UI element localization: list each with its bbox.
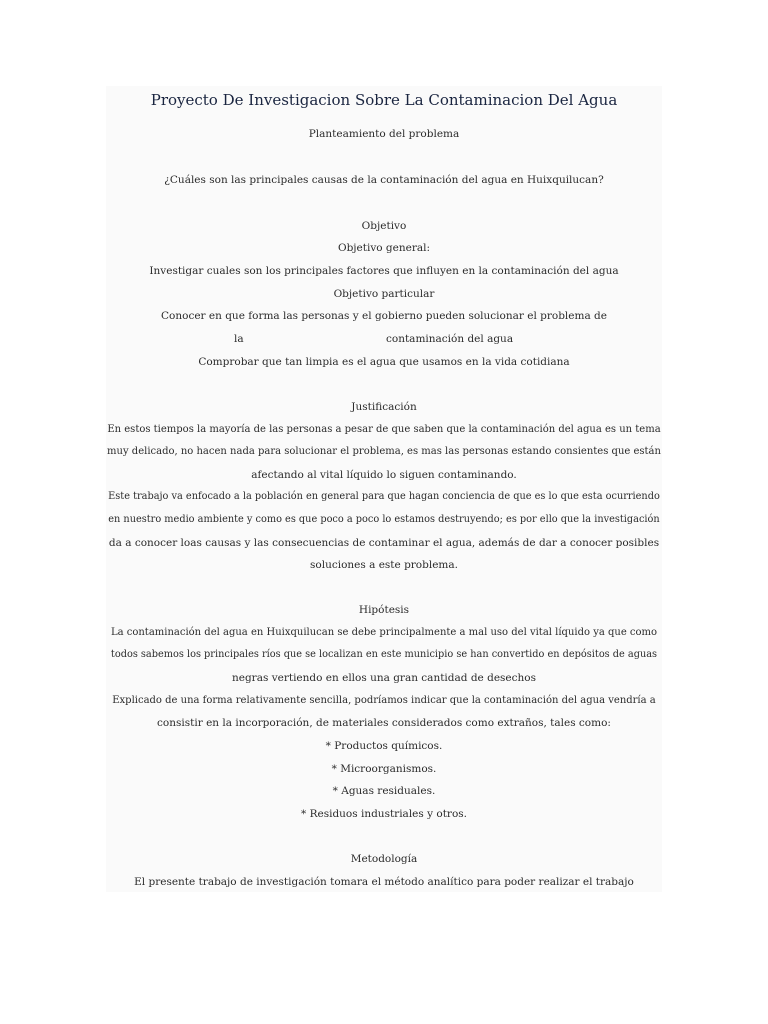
hipotesis-heading: Hipótesis [358,604,410,616]
metodologia-line-1: El presente trabajo de investigación tomara el método analítico para poder realizar el trabajo [134,876,634,888]
justificacion-line-5: en nuestro medio ambiente y como es que poco a poco lo estamos destruyendo; es por ello que la investigación [108,514,660,525]
hipotesis-line-2: todos sabemos los principales ríos que se localizan en este municipio se han convertido en depósitos de aguas [110,649,658,660]
hipotesis-line-5: consistir en la incorporación, de materiales considerados como extraños, tales como: [157,717,611,729]
justificacion-line-3: afectando al vital líquido lo siguen contaminando. [251,469,517,481]
document-title: Proyecto De Investigacion Sobre La Contaminacion Del Agua [150,91,618,109]
justificacion-line-2: muy delicado, no hacen nada para solucionar el problema, es mas las personas estando consientes que están [107,446,661,457]
metodologia-heading: Metodología [350,853,418,865]
planteamiento-heading: Planteamiento del problema [308,128,460,140]
hipotesis-line-4: Explicado de una forma relativamente sencilla, podríamos indicar que la contaminación del agua vendría a [112,695,656,706]
justificacion-line-4: Este trabajo va enfocado a la población en general para que hagan conciencia de que es lo que esta ocurriendo [108,491,660,502]
objetivo-general-text: Investigar cuales son los principales factores que influyen en la contaminación del agua [149,265,619,277]
list-item: * Microorganismos. [331,763,437,775]
text-fragment-contaminacion: contaminación del agua [386,333,514,345]
justificacion-heading: Justificación [351,401,417,413]
objetivo-heading: Objetivo [361,220,407,232]
hipotesis-line-1: La contaminación del agua en Huixquilucan se debe principalmente a mal uso del vital líquido ya que como [110,627,658,638]
objetivo-particular-text: Conocer en que forma las personas y el gobierno pueden solucionar el problema de [161,310,607,322]
list-item: * Productos químicos. [325,740,443,752]
objetivo-particular-text-2: Comprobar que tan limpia es el agua que usamos en la vida cotidiana [198,356,570,368]
list-item: * Aguas residuales. [332,785,436,797]
justificacion-line-1: En estos tiempos la mayoría de las personas a pesar de que saben que la contaminación del agua es un tema [107,424,661,435]
text-fragment-la: la [234,333,244,345]
research-question: ¿Cuáles son las principales causas de la contaminación del agua en Huixquilucan? [164,174,604,186]
justificacion-line-7: soluciones a este problema. [310,559,458,571]
objetivo-particular-label: Objetivo particular [333,288,435,300]
document-body [106,86,662,892]
justificacion-line-6: da a conocer loas causas y las consecuencias de contaminar el agua, además de dar a conocer posibles [108,537,660,549]
objetivo-general-label: Objetivo general: [337,242,431,254]
hipotesis-line-3: negras vertiendo en ellos una gran cantidad de desechos [231,672,536,684]
list-item: * Residuos industriales y otros. [300,808,467,820]
